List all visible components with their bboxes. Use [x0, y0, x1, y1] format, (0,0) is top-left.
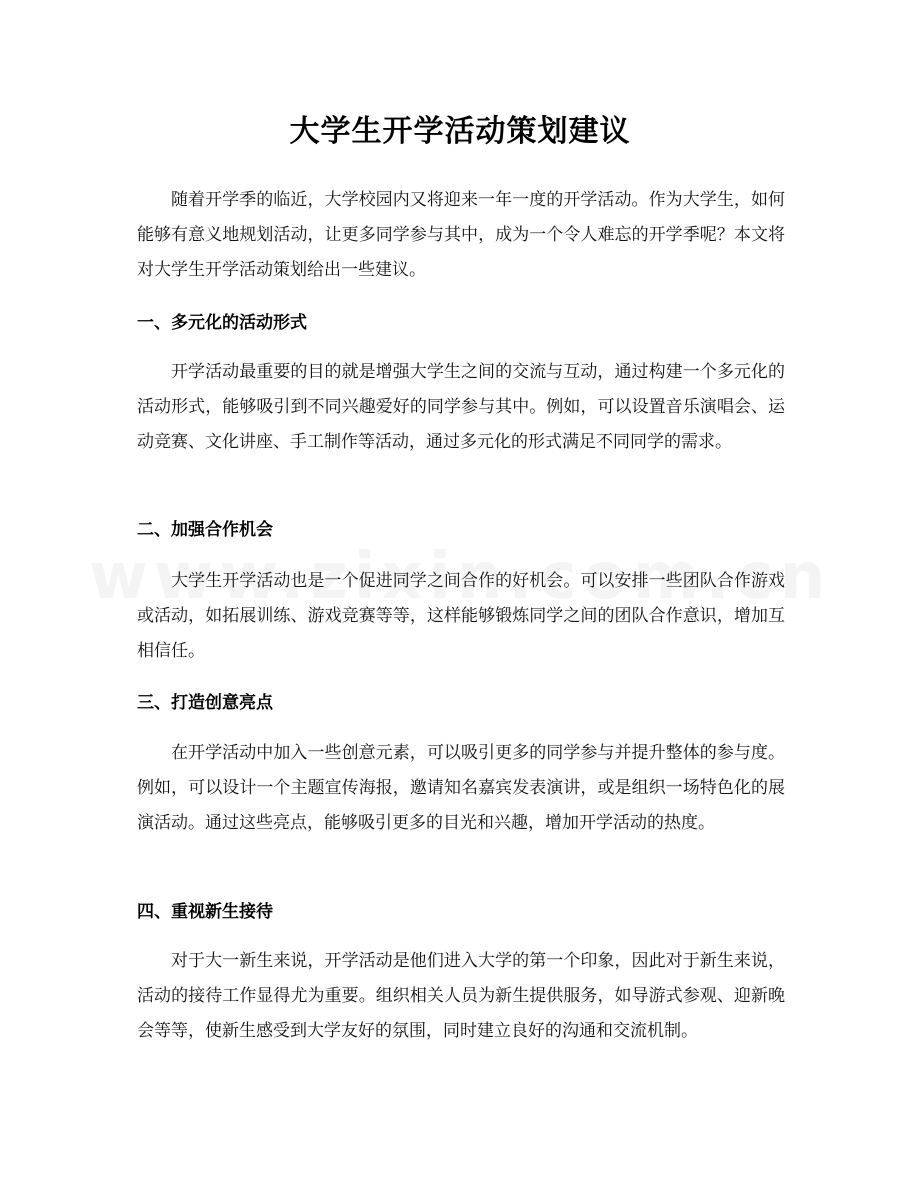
section-3-heading: 三、打造创意亮点 — [137, 693, 273, 713]
section-1-heading: 一、多元化的活动形式 — [137, 313, 307, 333]
section-2-heading: 二、加强合作机会 — [137, 520, 273, 540]
section-3-paragraph: 在开学活动中加入一些创意元素，可以吸引更多的同学参与并提升整体的参与度。例如，可以设计一个主题宣传海报，邀请知名嘉宾发表演讲，或是组织一场特色化的展演活动。通过这些亮点，能够吸引更多的目光和兴趣，增加开学活动的热度。 — [137, 743, 785, 833]
section-4-paragraph: 对于大一新生来说，开学活动是他们进入大学的第一个印象，因此对于新生来说，活动的接待工作显得尤为重要。组织相关人员为新生提供服务，如导游式参观、迎新晚会等等，使新生感受到大学友好的氛围，同时建立良好的沟通和交流机制。 — [137, 951, 785, 1041]
intro-paragraph: 随着开学季的临近，大学校园内又将迎来一年一度的开学活动。作为大学生，如何能够有意义地规划活动，让更多同学参与其中，成为一个令人难忘的开学季呢？本文将对大学生开学活动策划给出一些建议。 — [137, 190, 785, 280]
section-4-heading: 四、重视新生接待 — [137, 902, 273, 922]
section-2-paragraph: 大学生开学活动也是一个促进同学之间合作的好机会。可以安排一些团队合作游戏或活动，如拓展训练、游戏竞赛等等，这样能够锻炼同学之间的团队合作意识，增加互相信任。 — [137, 571, 785, 661]
section-1-paragraph: 开学活动最重要的目的就是增强大学生之间的交流与互动，通过构建一个多元化的活动形式，能够吸引到不同兴趣爱好的同学参与其中。例如，可以设置音乐演唱会、运动竞赛、文化讲座、手工制作等活动，通过多元化的形式满足不同同学的需求。 — [137, 362, 785, 452]
page-title: 大学生开学活动策划建议 — [289, 114, 631, 149]
